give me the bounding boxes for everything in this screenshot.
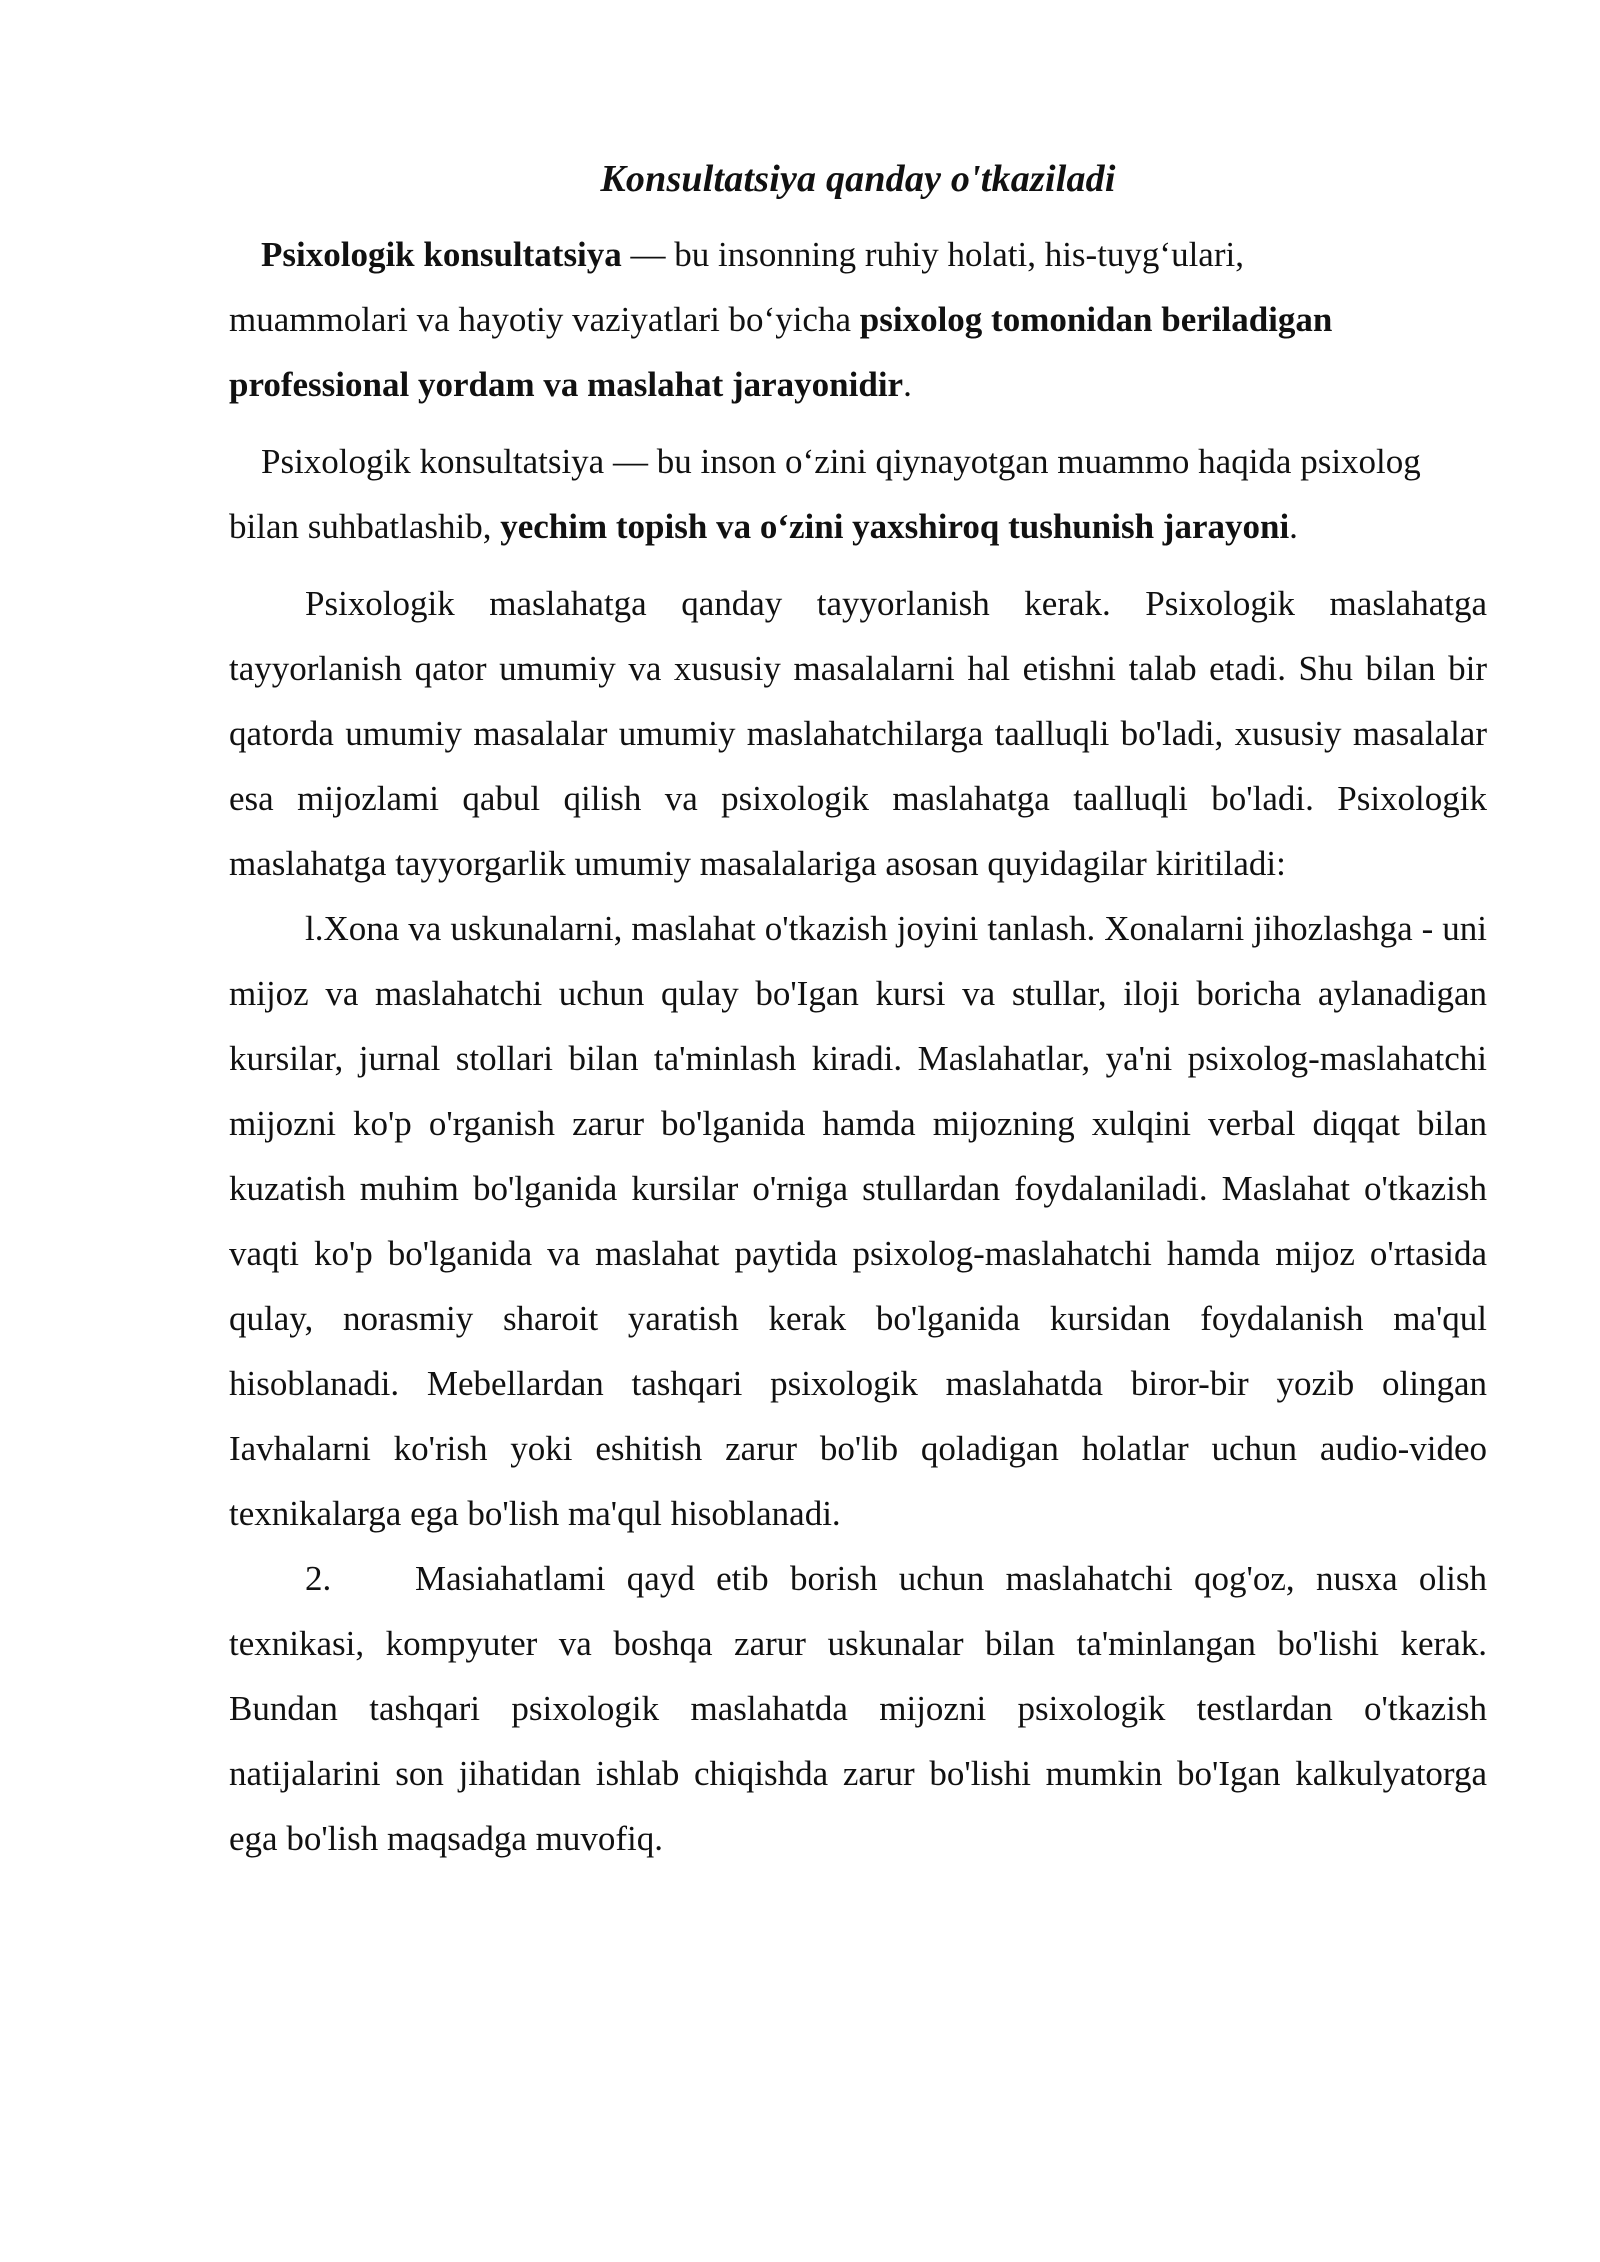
bold-definition: yechim topish va o‘zini yaxshiroq tushunish jarayoni — [500, 507, 1290, 546]
intro-paragraph-2 — [229, 429, 1487, 559]
item-text: Masiahatlami qayd etib borish uchun maslahatchi qog'oz, nusxa olish texnikasi, kompyuter va boshqa zarur uskunalar bilan ta'minlangan bo'lishi kerak. Bundan tashqari psixologik maslahatda mijozni psixologik testlardan o'tkazish natijalarini son jihatidan ishlab chiqishda zarur bo'lishi mumkin bo'Igan kalkulyatorga ega bo'lish maqsadga muvofiq. — [229, 1559, 1487, 1858]
intro-text: — bu insonning ruhiy holati, his-tuyg‘ulari, muammolari va hayotiy vaziyatlari bo‘yicha — [229, 235, 1244, 339]
document-page — [229, 150, 1487, 1871]
bold-term: Psixologik konsultatsiya — [261, 235, 622, 274]
bold-definition: psixolog tomonidan beriladigan professional yordam va maslahat jarayonidir — [229, 300, 1333, 404]
intro-paragraph-1 — [229, 222, 1487, 417]
document-title: Konsultatsiya qanday o'tkaziladi — [600, 158, 1116, 200]
intro-period: . — [1289, 507, 1298, 546]
intro-text: Psixologik konsultatsiya — bu inson o‘zini qiynayotgan muammo haqida psixolog bilan suhbatlashib, — [229, 442, 1421, 546]
item-number: 2. — [305, 1559, 332, 1598]
numbered-item-1: l.Xona va uskunalarni, maslahat o'tkazish joyini tanlash. Xonalarni jihozlashga - uni mijoz va maslahatchi uchun qulay bo'Igan kursi va stullar, iloji boricha aylanadigan kursilar, jurnal stollari bilan ta'minlash kiradi. Maslahatlar, ya'ni psixolog-maslahatchi mijozni ko'p o'rganish zarur bo'lganida hamda mijozning xulqini verbal diqqat bilan kuzatish muhim bo'lganida kursilar o'rniga stullardan foydalaniladi. Maslahat o'tkazish vaqti ko'p bo'lganida va maslahat paytida psixolog-maslahatchi hamda mijoz o'rtasida qulay, norasmiy sharoit yaratish kerak bo'lganida kursidan foydalanish ma'qul hisoblanadi. Mebellardan tashqari psixologik maslahatda biror-bir yozib olingan Iavhalarni ko'rish yoki eshitish zarur bo'lib qoladigan holatlar uchun audio-video texnikalarga ega bo'lish ma'qul hisoblanadi. — [229, 909, 1487, 1533]
numbered-item-2 — [229, 1546, 1487, 1871]
intro-period: . — [903, 365, 912, 404]
body-paragraph-preparation: Psixologik maslahatga qanday tayyorlanish kerak. Psixologik maslahatga tayyorlanish qator umumiy va xususiy masalalarni hal etishni talab etadi. Shu bilan bir qatorda umumiy masalalar umumiy maslahatchilarga taalluqli bo'ladi, xususiy masalalar esa mijozlami qabul qilish va psixologik maslahatga taalluqli bo'ladi. Psixologik maslahatga tayyorgarlik umumiy masalalariga asosan quyidagilar kiritiladi: — [229, 584, 1487, 883]
